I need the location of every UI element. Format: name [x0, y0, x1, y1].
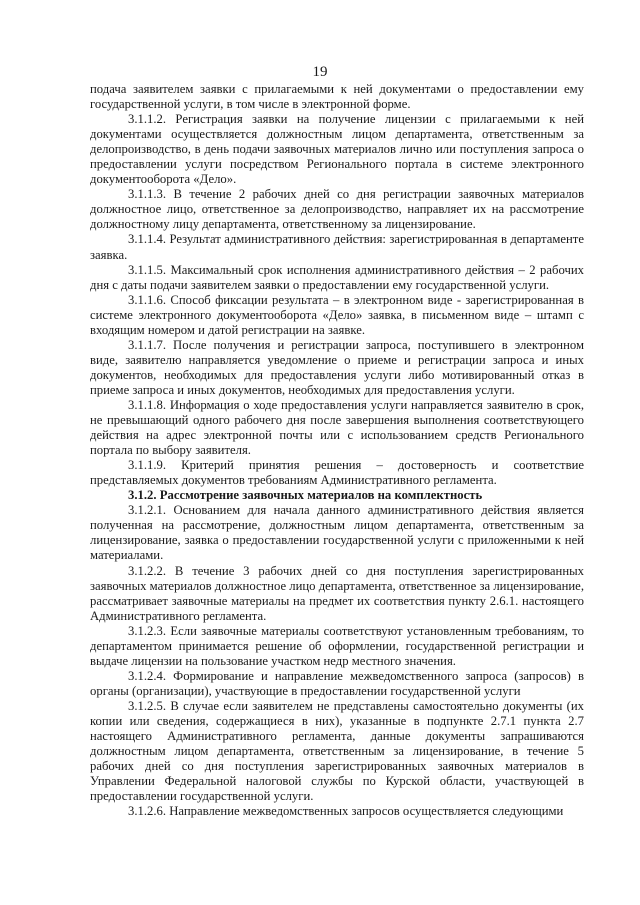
paragraph: 3.1.1.9. Критерий принятия решения – достоверность и соответствие представляемых документов требованиям Административного регламента. [90, 458, 584, 488]
paragraph: 3.1.1.4. Результат административного действия: зарегистрированная в департаменте заявка. [90, 232, 584, 262]
document-body [90, 82, 584, 819]
paragraph: 3.1.1.2. Регистрация заявки на получение лицензии с прилагаемыми к ней документами осуществляется должностным лицом департамента, ответственным за делопроизводство, в день подачи заявочных материалов лично или поступления запроса о предоставлении услуги посредством Регионального портала в системе электронного документооборота «Дело». [90, 112, 584, 187]
paragraph: 3.1.1.7. После получения и регистрации запроса, поступившего в электронном виде, заявителю направляется уведомление о приеме и регистрации запроса и иных документов, необходимых для предоставления услуги либо мотивированный отказ в приеме запроса и иных документов, необходимых для предоставления услуги. [90, 337, 584, 397]
paragraph: 3.1.2.4. Формирование и направление межведомственного запроса (запросов) в органы (организации), участвующие в предоставлении государственной услуги [90, 668, 584, 698]
paragraph: 3.1.2.2. В течение 3 рабочих дней со дня поступления зарегистрированных заявочных материалов должностное лицо департамента, ответственное за лицензирование, рассматривает заявочные материалы на предмет их соответствия пункту 2.6.1. настоящего Административного регламента. [90, 563, 584, 623]
paragraph: 3.1.1.6. Способ фиксации результата – в электронном виде - зарегистрированная в системе электронного документооборота «Дело» заявка, в письменном виде – штамп с входящим номером и датой регистрации на заявке. [90, 292, 584, 337]
paragraph: 3.1.2.6. Направление межведомственных запросов осуществляется следующими [128, 804, 564, 819]
paragraph: 3.1.2.1. Основанием для начала данного административного действия является полученная на рассмотрение, должностным лицом департамента, ответственным за лицензирование, заявка о предоставлении государственной услуги с приложенными к ней материалами. [90, 503, 584, 563]
paragraph: 3.1.2.3. Если заявочные материалы соответствуют установленным требованиям, то департаментом принимается решение об оформлении, государственной регистрации и выдаче лицензии на пользование участком недр местного значения. [90, 623, 584, 668]
paragraph: 3.1.1.8. Информация о ходе предоставления услуги направляется заявителю в срок, не превышающий одного рабочего дня после завершения выполнения соответствующего действия на адрес электронной почты или с использованием средств Регионального портала по выбору заявителя. [90, 397, 584, 458]
page-number: 19 [312, 64, 328, 80]
paragraph: 3.1.2.5. В случае если заявителем не представлены самостоятельно документы (их копии или сведения, содержащиеся в них), указанные в подпункте 2.7.1 пункта 2.7 настоящего Административного регламента, данные документы запрашиваются должностным лицом департамента, ответственным за лицензирование, в течение 5 рабочих дней со дня поступления зарегистрированных заявочных материалов в Управлении Федеральной налоговой службы по Курской области, участвующей в предоставлении государственной услуги. [90, 698, 584, 804]
paragraph: подача заявителем заявки с прилагаемыми к ней документами о предоставлении ему государственной услуги, в том числе в электронной форме. [90, 82, 584, 112]
section-heading: 3.1.2. Рассмотрение заявочных материалов на комплектность [128, 488, 483, 503]
paragraph: 3.1.1.5. Максимальный срок исполнения административного действия – 2 рабочих дня с даты подачи заявителем заявки о предоставлении ему государственной услуги. [90, 262, 584, 292]
paragraph: 3.1.1.3. В течение 2 рабочих дней со дня регистрации заявочных материалов должностное лицо, ответственное за делопроизводство, направляет их на рассмотрение должностному лицу департамента, ответственному за лицензирование. [90, 187, 584, 232]
